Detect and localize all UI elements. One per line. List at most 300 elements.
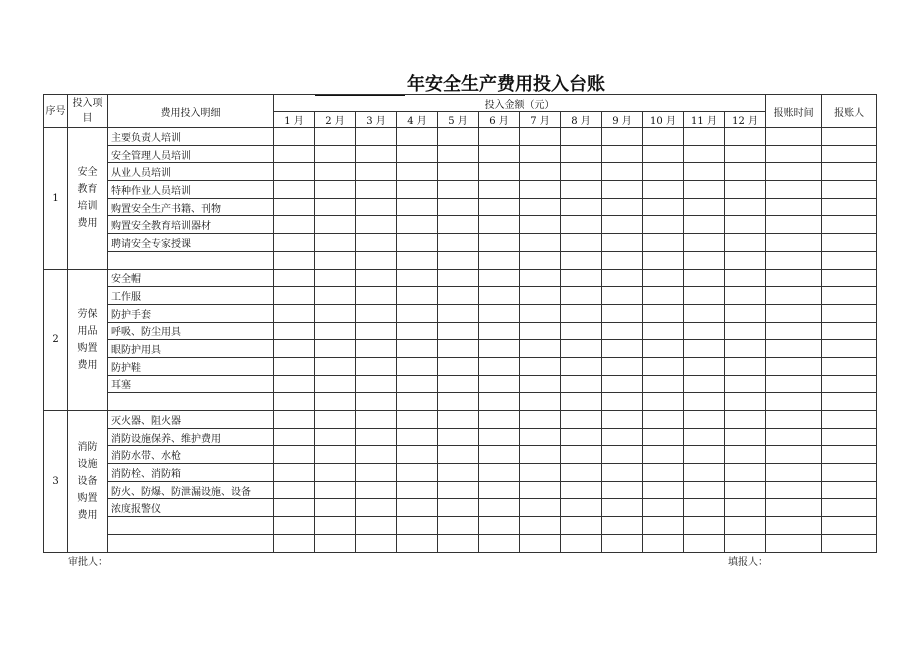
- amount-cell[interactable]: [356, 446, 397, 464]
- amount-cell[interactable]: [356, 393, 397, 411]
- amount-cell[interactable]: [438, 287, 479, 305]
- amount-cell[interactable]: [643, 128, 684, 146]
- amount-cell[interactable]: [397, 464, 438, 482]
- amount-cell[interactable]: [520, 287, 561, 305]
- amount-cell[interactable]: [274, 357, 315, 375]
- amount-cell[interactable]: [725, 234, 766, 252]
- amount-cell[interactable]: [643, 446, 684, 464]
- amount-cell[interactable]: [274, 128, 315, 146]
- amount-cell[interactable]: [356, 216, 397, 234]
- amount-cell[interactable]: [315, 287, 356, 305]
- amount-cell[interactable]: [356, 145, 397, 163]
- amount-cell[interactable]: [274, 446, 315, 464]
- amount-cell[interactable]: [561, 181, 602, 199]
- amount-cell[interactable]: [684, 411, 725, 429]
- amount-cell[interactable]: [602, 304, 643, 322]
- amount-cell[interactable]: [520, 269, 561, 287]
- amount-cell[interactable]: [602, 128, 643, 146]
- amount-cell[interactable]: [725, 464, 766, 482]
- amount-cell[interactable]: [643, 464, 684, 482]
- amount-cell[interactable]: [520, 375, 561, 393]
- report-time-cell[interactable]: [766, 534, 822, 552]
- amount-cell[interactable]: [479, 393, 520, 411]
- amount-cell[interactable]: [520, 216, 561, 234]
- amount-cell[interactable]: [397, 198, 438, 216]
- amount-cell[interactable]: [397, 428, 438, 446]
- amount-cell[interactable]: [520, 340, 561, 358]
- amount-cell[interactable]: [643, 163, 684, 181]
- amount-cell[interactable]: [315, 251, 356, 269]
- amount-cell[interactable]: [643, 216, 684, 234]
- amount-cell[interactable]: [520, 517, 561, 535]
- amount-cell[interactable]: [561, 446, 602, 464]
- amount-cell[interactable]: [438, 446, 479, 464]
- amount-cell[interactable]: [602, 216, 643, 234]
- amount-cell[interactable]: [274, 234, 315, 252]
- amount-cell[interactable]: [274, 145, 315, 163]
- amount-cell[interactable]: [356, 287, 397, 305]
- reporter-cell[interactable]: [822, 251, 877, 269]
- amount-cell[interactable]: [643, 499, 684, 517]
- amount-cell[interactable]: [684, 216, 725, 234]
- amount-cell[interactable]: [643, 428, 684, 446]
- amount-cell[interactable]: [356, 428, 397, 446]
- amount-cell[interactable]: [397, 534, 438, 552]
- amount-cell[interactable]: [643, 145, 684, 163]
- amount-cell[interactable]: [561, 393, 602, 411]
- amount-cell[interactable]: [520, 163, 561, 181]
- amount-cell[interactable]: [684, 464, 725, 482]
- report-time-cell[interactable]: [766, 428, 822, 446]
- amount-cell[interactable]: [438, 181, 479, 199]
- amount-cell[interactable]: [602, 481, 643, 499]
- amount-cell[interactable]: [274, 181, 315, 199]
- amount-cell[interactable]: [479, 269, 520, 287]
- amount-cell[interactable]: [315, 216, 356, 234]
- amount-cell[interactable]: [274, 534, 315, 552]
- amount-cell[interactable]: [479, 216, 520, 234]
- amount-cell[interactable]: [397, 340, 438, 358]
- amount-cell[interactable]: [274, 481, 315, 499]
- report-time-cell[interactable]: [766, 340, 822, 358]
- amount-cell[interactable]: [561, 269, 602, 287]
- amount-cell[interactable]: [520, 322, 561, 340]
- amount-cell[interactable]: [274, 340, 315, 358]
- amount-cell[interactable]: [438, 393, 479, 411]
- report-time-cell[interactable]: [766, 375, 822, 393]
- amount-cell[interactable]: [315, 234, 356, 252]
- amount-cell[interactable]: [725, 287, 766, 305]
- amount-cell[interactable]: [397, 446, 438, 464]
- report-time-cell[interactable]: [766, 499, 822, 517]
- amount-cell[interactable]: [561, 517, 602, 535]
- amount-cell[interactable]: [274, 304, 315, 322]
- amount-cell[interactable]: [725, 251, 766, 269]
- amount-cell[interactable]: [356, 357, 397, 375]
- report-time-cell[interactable]: [766, 464, 822, 482]
- amount-cell[interactable]: [274, 393, 315, 411]
- amount-cell[interactable]: [520, 304, 561, 322]
- amount-cell[interactable]: [397, 357, 438, 375]
- amount-cell[interactable]: [397, 304, 438, 322]
- amount-cell[interactable]: [356, 322, 397, 340]
- amount-cell[interactable]: [479, 517, 520, 535]
- amount-cell[interactable]: [602, 198, 643, 216]
- amount-cell[interactable]: [397, 269, 438, 287]
- amount-cell[interactable]: [274, 517, 315, 535]
- amount-cell[interactable]: [438, 534, 479, 552]
- amount-cell[interactable]: [561, 464, 602, 482]
- amount-cell[interactable]: [684, 198, 725, 216]
- amount-cell[interactable]: [479, 499, 520, 517]
- amount-cell[interactable]: [356, 411, 397, 429]
- amount-cell[interactable]: [438, 464, 479, 482]
- amount-cell[interactable]: [356, 499, 397, 517]
- amount-cell[interactable]: [561, 251, 602, 269]
- reporter-cell[interactable]: [822, 181, 877, 199]
- amount-cell[interactable]: [602, 340, 643, 358]
- amount-cell[interactable]: [356, 304, 397, 322]
- reporter-cell[interactable]: [822, 322, 877, 340]
- amount-cell[interactable]: [274, 216, 315, 234]
- amount-cell[interactable]: [479, 198, 520, 216]
- amount-cell[interactable]: [520, 145, 561, 163]
- amount-cell[interactable]: [561, 428, 602, 446]
- amount-cell[interactable]: [643, 251, 684, 269]
- amount-cell[interactable]: [725, 357, 766, 375]
- amount-cell[interactable]: [315, 128, 356, 146]
- amount-cell[interactable]: [397, 234, 438, 252]
- amount-cell[interactable]: [561, 287, 602, 305]
- amount-cell[interactable]: [725, 322, 766, 340]
- amount-cell[interactable]: [356, 269, 397, 287]
- amount-cell[interactable]: [397, 499, 438, 517]
- amount-cell[interactable]: [438, 340, 479, 358]
- amount-cell[interactable]: [520, 428, 561, 446]
- reporter-cell[interactable]: [822, 269, 877, 287]
- report-time-cell[interactable]: [766, 145, 822, 163]
- amount-cell[interactable]: [397, 181, 438, 199]
- amount-cell[interactable]: [520, 128, 561, 146]
- amount-cell[interactable]: [274, 411, 315, 429]
- amount-cell[interactable]: [479, 304, 520, 322]
- report-time-cell[interactable]: [766, 251, 822, 269]
- amount-cell[interactable]: [602, 234, 643, 252]
- amount-cell[interactable]: [684, 393, 725, 411]
- amount-cell[interactable]: [315, 198, 356, 216]
- amount-cell[interactable]: [520, 234, 561, 252]
- report-time-cell[interactable]: [766, 128, 822, 146]
- reporter-cell[interactable]: [822, 287, 877, 305]
- amount-cell[interactable]: [520, 464, 561, 482]
- amount-cell[interactable]: [356, 517, 397, 535]
- amount-cell[interactable]: [315, 464, 356, 482]
- amount-cell[interactable]: [479, 357, 520, 375]
- amount-cell[interactable]: [643, 198, 684, 216]
- report-time-cell[interactable]: [766, 446, 822, 464]
- amount-cell[interactable]: [397, 128, 438, 146]
- amount-cell[interactable]: [479, 128, 520, 146]
- amount-cell[interactable]: [602, 517, 643, 535]
- reporter-cell[interactable]: [822, 145, 877, 163]
- amount-cell[interactable]: [725, 499, 766, 517]
- amount-cell[interactable]: [520, 393, 561, 411]
- amount-cell[interactable]: [397, 145, 438, 163]
- amount-cell[interactable]: [438, 357, 479, 375]
- amount-cell[interactable]: [643, 234, 684, 252]
- reporter-cell[interactable]: [822, 464, 877, 482]
- amount-cell[interactable]: [315, 322, 356, 340]
- amount-cell[interactable]: [315, 304, 356, 322]
- amount-cell[interactable]: [561, 411, 602, 429]
- amount-cell[interactable]: [479, 181, 520, 199]
- amount-cell[interactable]: [643, 534, 684, 552]
- amount-cell[interactable]: [520, 534, 561, 552]
- amount-cell[interactable]: [561, 481, 602, 499]
- amount-cell[interactable]: [561, 322, 602, 340]
- amount-cell[interactable]: [315, 375, 356, 393]
- reporter-cell[interactable]: [822, 393, 877, 411]
- amount-cell[interactable]: [315, 517, 356, 535]
- amount-cell[interactable]: [315, 163, 356, 181]
- amount-cell[interactable]: [561, 304, 602, 322]
- amount-cell[interactable]: [315, 340, 356, 358]
- amount-cell[interactable]: [561, 198, 602, 216]
- reporter-cell[interactable]: [822, 534, 877, 552]
- amount-cell[interactable]: [438, 234, 479, 252]
- amount-cell[interactable]: [520, 181, 561, 199]
- amount-cell[interactable]: [725, 145, 766, 163]
- amount-cell[interactable]: [602, 163, 643, 181]
- report-time-cell[interactable]: [766, 304, 822, 322]
- amount-cell[interactable]: [356, 251, 397, 269]
- reporter-cell[interactable]: [822, 375, 877, 393]
- amount-cell[interactable]: [602, 393, 643, 411]
- amount-cell[interactable]: [315, 499, 356, 517]
- amount-cell[interactable]: [684, 357, 725, 375]
- amount-cell[interactable]: [602, 464, 643, 482]
- amount-cell[interactable]: [274, 375, 315, 393]
- amount-cell[interactable]: [397, 322, 438, 340]
- amount-cell[interactable]: [479, 163, 520, 181]
- amount-cell[interactable]: [561, 163, 602, 181]
- amount-cell[interactable]: [684, 517, 725, 535]
- amount-cell[interactable]: [274, 251, 315, 269]
- amount-cell[interactable]: [725, 181, 766, 199]
- amount-cell[interactable]: [684, 181, 725, 199]
- amount-cell[interactable]: [725, 428, 766, 446]
- amount-cell[interactable]: [274, 428, 315, 446]
- amount-cell[interactable]: [397, 517, 438, 535]
- report-time-cell[interactable]: [766, 216, 822, 234]
- amount-cell[interactable]: [725, 534, 766, 552]
- reporter-cell[interactable]: [822, 234, 877, 252]
- amount-cell[interactable]: [561, 357, 602, 375]
- amount-cell[interactable]: [479, 534, 520, 552]
- amount-cell[interactable]: [520, 481, 561, 499]
- amount-cell[interactable]: [274, 269, 315, 287]
- amount-cell[interactable]: [520, 198, 561, 216]
- amount-cell[interactable]: [438, 198, 479, 216]
- amount-cell[interactable]: [438, 375, 479, 393]
- amount-cell[interactable]: [561, 128, 602, 146]
- report-time-cell[interactable]: [766, 357, 822, 375]
- report-time-cell[interactable]: [766, 411, 822, 429]
- amount-cell[interactable]: [684, 128, 725, 146]
- amount-cell[interactable]: [479, 340, 520, 358]
- amount-cell[interactable]: [684, 287, 725, 305]
- amount-cell[interactable]: [725, 163, 766, 181]
- amount-cell[interactable]: [684, 163, 725, 181]
- amount-cell[interactable]: [602, 375, 643, 393]
- amount-cell[interactable]: [274, 499, 315, 517]
- amount-cell[interactable]: [479, 464, 520, 482]
- amount-cell[interactable]: [643, 481, 684, 499]
- amount-cell[interactable]: [684, 428, 725, 446]
- amount-cell[interactable]: [479, 481, 520, 499]
- report-time-cell[interactable]: [766, 322, 822, 340]
- amount-cell[interactable]: [397, 287, 438, 305]
- amount-cell[interactable]: [725, 517, 766, 535]
- amount-cell[interactable]: [561, 534, 602, 552]
- amount-cell[interactable]: [397, 411, 438, 429]
- amount-cell[interactable]: [479, 287, 520, 305]
- amount-cell[interactable]: [561, 145, 602, 163]
- amount-cell[interactable]: [602, 357, 643, 375]
- report-time-cell[interactable]: [766, 198, 822, 216]
- amount-cell[interactable]: [315, 181, 356, 199]
- report-time-cell[interactable]: [766, 234, 822, 252]
- amount-cell[interactable]: [602, 181, 643, 199]
- amount-cell[interactable]: [356, 234, 397, 252]
- amount-cell[interactable]: [684, 251, 725, 269]
- amount-cell[interactable]: [479, 322, 520, 340]
- amount-cell[interactable]: [602, 287, 643, 305]
- amount-cell[interactable]: [643, 269, 684, 287]
- amount-cell[interactable]: [397, 393, 438, 411]
- report-time-cell[interactable]: [766, 287, 822, 305]
- amount-cell[interactable]: [479, 145, 520, 163]
- report-time-cell[interactable]: [766, 269, 822, 287]
- amount-cell[interactable]: [315, 411, 356, 429]
- amount-cell[interactable]: [397, 216, 438, 234]
- amount-cell[interactable]: [315, 393, 356, 411]
- amount-cell[interactable]: [684, 481, 725, 499]
- amount-cell[interactable]: [684, 322, 725, 340]
- amount-cell[interactable]: [643, 322, 684, 340]
- amount-cell[interactable]: [684, 375, 725, 393]
- amount-cell[interactable]: [520, 357, 561, 375]
- amount-cell[interactable]: [356, 198, 397, 216]
- amount-cell[interactable]: [643, 393, 684, 411]
- reporter-cell[interactable]: [822, 517, 877, 535]
- reporter-cell[interactable]: [822, 499, 877, 517]
- amount-cell[interactable]: [725, 340, 766, 358]
- reporter-cell[interactable]: [822, 428, 877, 446]
- amount-cell[interactable]: [479, 411, 520, 429]
- amount-cell[interactable]: [315, 428, 356, 446]
- amount-cell[interactable]: [602, 428, 643, 446]
- amount-cell[interactable]: [438, 269, 479, 287]
- amount-cell[interactable]: [356, 340, 397, 358]
- amount-cell[interactable]: [274, 464, 315, 482]
- reporter-cell[interactable]: [822, 340, 877, 358]
- amount-cell[interactable]: [356, 128, 397, 146]
- amount-cell[interactable]: [602, 499, 643, 517]
- amount-cell[interactable]: [643, 411, 684, 429]
- amount-cell[interactable]: [438, 481, 479, 499]
- amount-cell[interactable]: [438, 499, 479, 517]
- amount-cell[interactable]: [438, 251, 479, 269]
- amount-cell[interactable]: [438, 163, 479, 181]
- report-time-cell[interactable]: [766, 393, 822, 411]
- amount-cell[interactable]: [438, 128, 479, 146]
- amount-cell[interactable]: [725, 393, 766, 411]
- amount-cell[interactable]: [356, 375, 397, 393]
- amount-cell[interactable]: [356, 464, 397, 482]
- amount-cell[interactable]: [356, 481, 397, 499]
- amount-cell[interactable]: [438, 304, 479, 322]
- amount-cell[interactable]: [602, 251, 643, 269]
- amount-cell[interactable]: [725, 481, 766, 499]
- amount-cell[interactable]: [315, 446, 356, 464]
- amount-cell[interactable]: [561, 499, 602, 517]
- amount-cell[interactable]: [397, 481, 438, 499]
- report-time-cell[interactable]: [766, 517, 822, 535]
- amount-cell[interactable]: [725, 128, 766, 146]
- amount-cell[interactable]: [684, 534, 725, 552]
- amount-cell[interactable]: [602, 534, 643, 552]
- amount-cell[interactable]: [561, 375, 602, 393]
- amount-cell[interactable]: [684, 145, 725, 163]
- amount-cell[interactable]: [315, 534, 356, 552]
- amount-cell[interactable]: [274, 322, 315, 340]
- amount-cell[interactable]: [643, 181, 684, 199]
- amount-cell[interactable]: [602, 145, 643, 163]
- amount-cell[interactable]: [479, 428, 520, 446]
- amount-cell[interactable]: [725, 198, 766, 216]
- amount-cell[interactable]: [438, 411, 479, 429]
- reporter-cell[interactable]: [822, 198, 877, 216]
- amount-cell[interactable]: [725, 216, 766, 234]
- amount-cell[interactable]: [684, 304, 725, 322]
- amount-cell[interactable]: [315, 269, 356, 287]
- report-time-cell[interactable]: [766, 181, 822, 199]
- reporter-cell[interactable]: [822, 304, 877, 322]
- reporter-cell[interactable]: [822, 357, 877, 375]
- amount-cell[interactable]: [725, 304, 766, 322]
- amount-cell[interactable]: [561, 234, 602, 252]
- amount-cell[interactable]: [643, 517, 684, 535]
- reporter-cell[interactable]: [822, 411, 877, 429]
- amount-cell[interactable]: [315, 357, 356, 375]
- amount-cell[interactable]: [520, 446, 561, 464]
- amount-cell[interactable]: [684, 499, 725, 517]
- amount-cell[interactable]: [643, 287, 684, 305]
- amount-cell[interactable]: [315, 145, 356, 163]
- amount-cell[interactable]: [684, 269, 725, 287]
- amount-cell[interactable]: [356, 534, 397, 552]
- amount-cell[interactable]: [602, 322, 643, 340]
- amount-cell[interactable]: [397, 375, 438, 393]
- amount-cell[interactable]: [438, 322, 479, 340]
- amount-cell[interactable]: [561, 340, 602, 358]
- amount-cell[interactable]: [520, 251, 561, 269]
- reporter-cell[interactable]: [822, 446, 877, 464]
- amount-cell[interactable]: [725, 269, 766, 287]
- amount-cell[interactable]: [520, 499, 561, 517]
- amount-cell[interactable]: [479, 446, 520, 464]
